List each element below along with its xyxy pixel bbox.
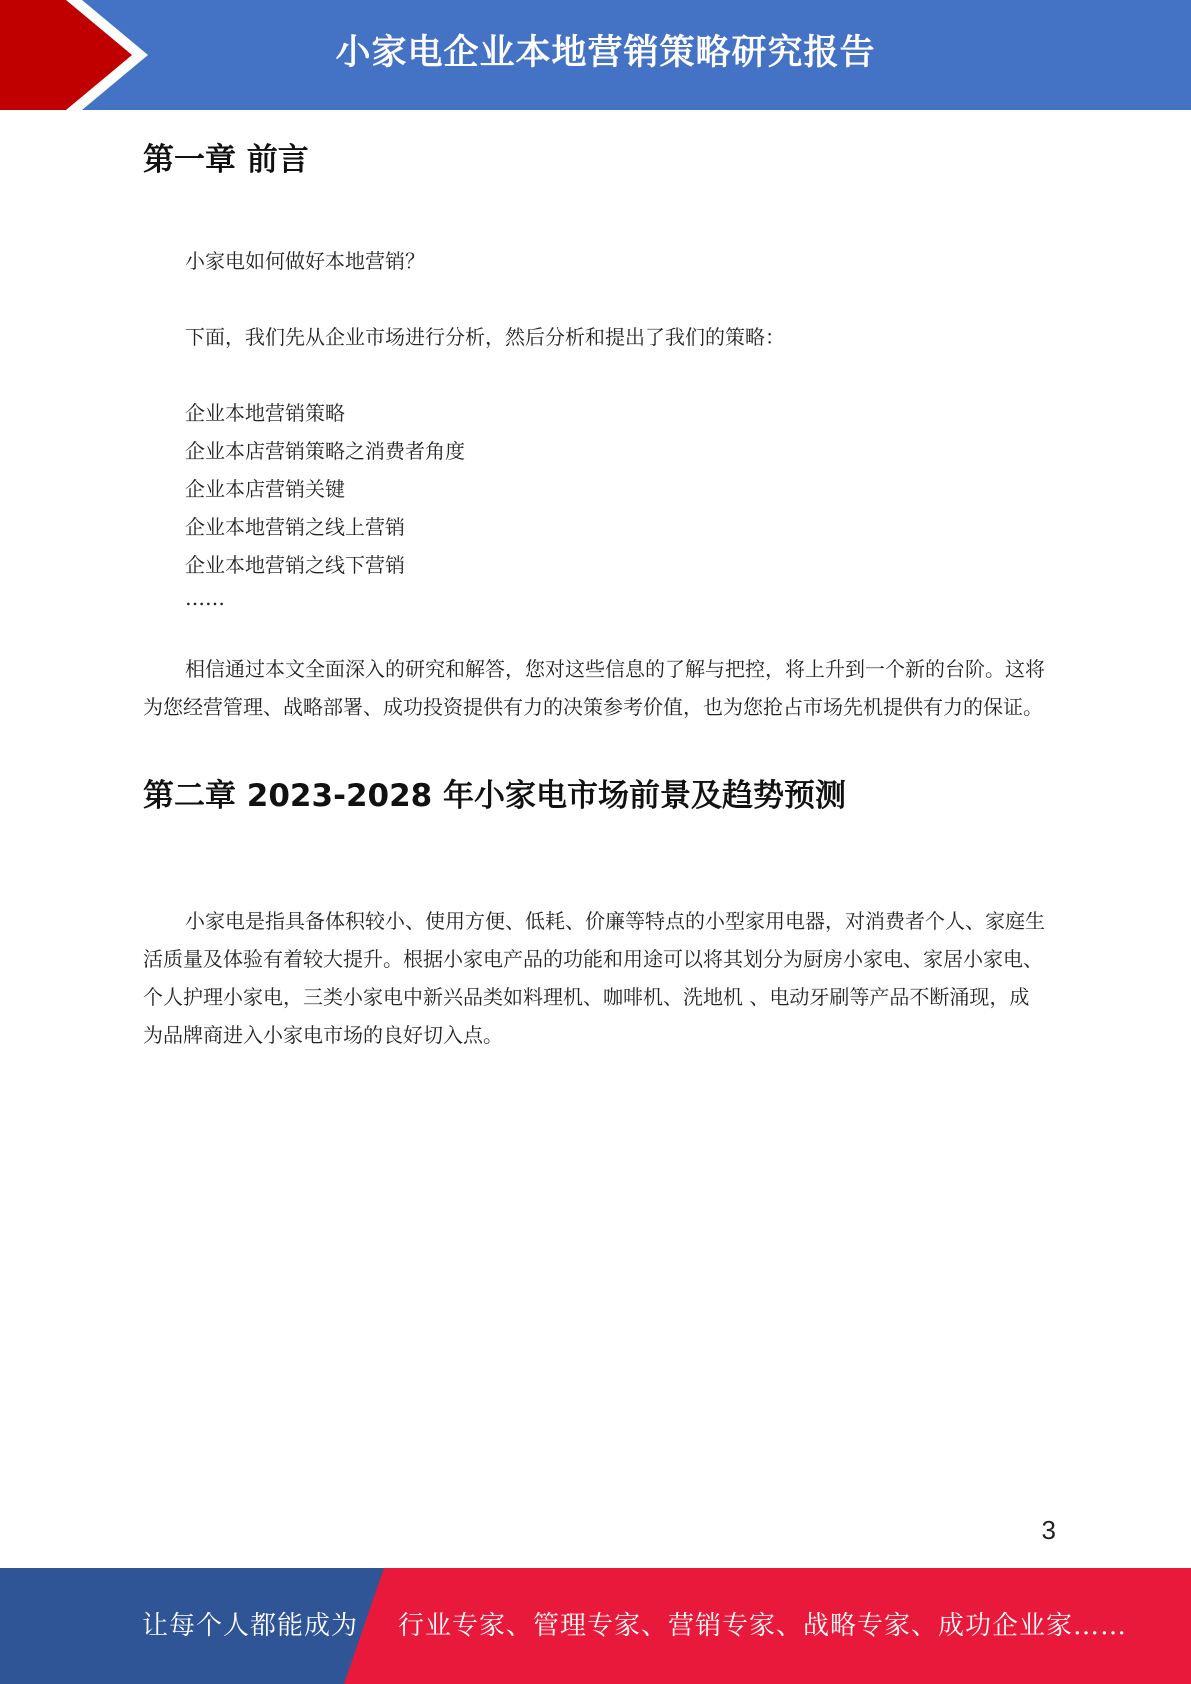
list-item: …… [185, 586, 225, 610]
list-item: 企业本店营销关键 [185, 477, 345, 501]
chapter-1-heading: 第一章 前言 [143, 142, 309, 178]
list-item: 企业本地营销之线下营销 [185, 553, 405, 577]
chapter-1-question: 小家电如何做好本地营销？ [185, 249, 425, 273]
strategy-list [143, 394, 1048, 612]
chapter-1-intro: 下面，我们先从企业市场进行分析，然后分析和提出了我们的策略： [185, 325, 785, 349]
footer-slogan-right: 行业专家、管理专家、营销专家、战略专家、成功企业家…… [398, 1611, 1128, 1641]
chapter-2-heading: 第二章 2023-2028 年小家电市场前景及趋势预测 [143, 778, 847, 814]
list-item: 企业本店营销策略之消费者角度 [185, 439, 465, 463]
page-footer [0, 1568, 1191, 1684]
chapter-1-conclusion: 相信通过本文全面深入的研究和解答，您对这些信息的了解与把控，将上升到一个新的台阶。这将为您经营管理、战略部署、成功投资提供有力的决策参考价值，也为您抢占市场先机提供有力的保证。 [143, 657, 1045, 719]
chapter-2-body: 小家电是指具备体积较小、使用方便、低耗、价廉等特点的小型家用电器，对消费者个人、家庭生活质量及体验有着较大提升。根据小家电产品的功能和用途可以将其划分为厨房小家电、家居小家电、个人护理小家电，三类小家电中新兴品类如料理机、咖啡机、洗地机 、电动牙刷等产品不断涌现，成为品牌商进入小家电市场的良好切入点。 [143, 909, 1045, 1047]
page-content [143, 130, 1048, 1054]
page-number: 3 [1041, 1515, 1056, 1545]
list-item: 企业本地营销策略 [185, 401, 345, 425]
list-item: 企业本地营销之线上营销 [185, 515, 405, 539]
report-title: 小家电企业本地营销策略研究报告 [335, 33, 876, 73]
footer-slogan-left: 让每个人都能成为 [142, 1611, 359, 1641]
page-header [0, 0, 1191, 110]
